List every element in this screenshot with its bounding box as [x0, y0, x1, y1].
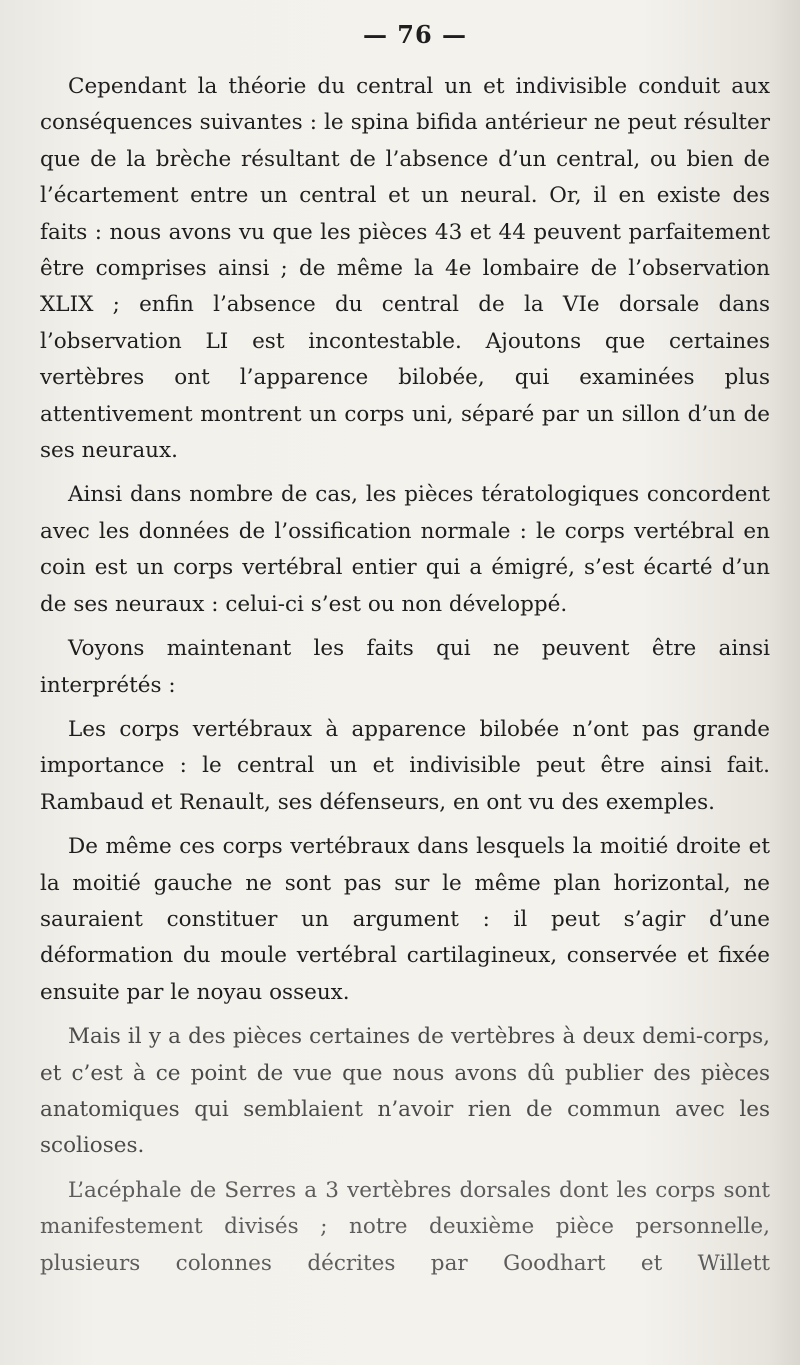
paragraph-bilobed-bodies: Les corps vertébraux à apparence bilobée n’ont pas grande importance : le central un et indivisible peut être ainsi fait. Rambaud et Renault, ses défenseurs, en ont vu des exemples.	[40, 716, 770, 815]
paragraph-teratological-pieces: Ainsi dans nombre de cas, les pièces tératologiques concordent avec les données de l’ossification normale : le corps vertébral en coin est un corps vertébral entier qui a émigré, s’est écarté d’un de ses neuraux : celui-ci s’est ou non développé.	[40, 482, 770, 617]
paragraph-halves-different-plane: De même ces corps vertébraux dans lesquels la moitié droite et la moitié gauche ne sont pas sur le même plan horizontal, ne sauraient constituer un argument : il peut s’agir d’une déformation du moule vertébral cartilagineux, conservée et fixée ensuite par le noyau osseux.	[40, 834, 770, 1005]
paragraph-central-theory: Cependant la théorie du central un et indivisible conduit aux conséquences suivantes : le spina bifida antérieur ne peut résulter que de la brèche résultant de l’absence d’un central, ou bien de l’écartement entre un central et un neural. Or, il en existe des faits : nous avons vu que les pièces 43 et 44 peuvent parfaitement être comprises ainsi ; de même la 4e lombaire de l’observation XLIX ; enfin l’absence du central de la VIe dorsale dans l’observation LI est incontestable. Ajoutons que certaines vertèbres ont l’apparence bilobée, qui examinées plus attentivement montrent un corps uni, séparé par un sillon d’un de ses neuraux.	[40, 74, 770, 464]
page-number: — 76 —	[362, 20, 468, 49]
paragraph-facts-not-interpreted: Voyons maintenant les faits qui ne peuvent être ainsi interprétés :	[40, 636, 770, 698]
paragraph-two-half-bodies: Mais il y a des pièces certaines de vertèbres à deux demi-corps, et c’est à ce point de vue que nous avons dû publier des pièces anatomiques qui semblaient n’avoir rien de commun avec les scolioses.	[40, 1024, 770, 1159]
paragraph-acephale-serres: L’acéphale de Serres a 3 vertèbres dorsales dont les corps sont manifestement divisés ; notre deuxième pièce personnelle, plusieurs colonnes décrites par Goodhart et Willett	[40, 1177, 770, 1276]
